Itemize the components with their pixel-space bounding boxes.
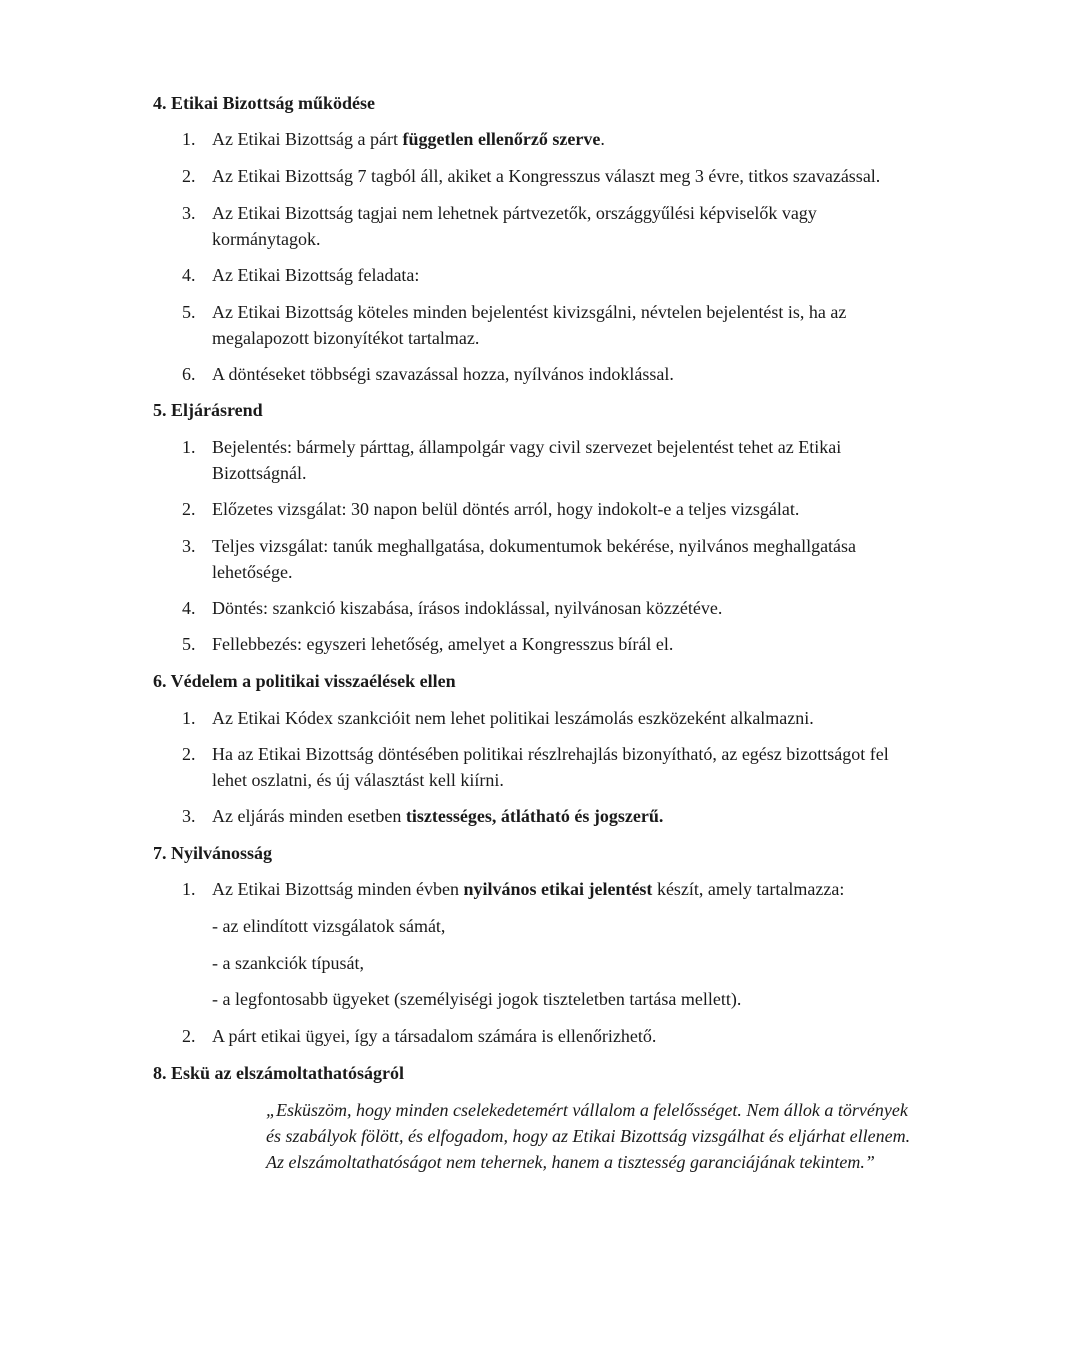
sub-list-item: - az elindított vizsgálatok sámát,	[212, 916, 446, 936]
list-number: 3.	[182, 536, 196, 556]
list-item	[182, 533, 922, 585]
list-item	[182, 163, 922, 189]
list-item	[182, 262, 922, 288]
item-bold-text: tisztességes, átlátható és jogszerű.	[405, 806, 664, 826]
item-bold-text: független ellenőrző szerve	[402, 129, 601, 149]
item-text: készít, amely tartalmazza:	[652, 879, 845, 899]
item-text: Fellebbezés: egyszeri lehetőség, amelyet a Kongresszus bírál el.	[212, 634, 674, 654]
list-item	[182, 200, 922, 252]
section-heading: 4. Etikai Bizottság működése	[153, 93, 376, 113]
item-text: Az Etikai Bizottság minden évben	[212, 879, 464, 899]
list-item	[182, 1023, 922, 1049]
list-item	[182, 299, 922, 351]
list-number: 1.	[182, 129, 196, 149]
section-heading: 8. Eskü az elszámoltathatóságról	[153, 1063, 404, 1083]
list-number: 2.	[182, 166, 196, 186]
list-item	[182, 705, 922, 731]
section-heading: 7. Nyilvánosság	[153, 843, 273, 863]
list-number: 3.	[182, 806, 196, 826]
sub-list-item: - a legfontosabb ügyeket (személyiségi jogok tiszteletben tartása mellett).	[212, 989, 742, 1009]
oath-quote: „Esküszöm, hogy minden cselekedetemért vállalom a felelősséget. Nem állok a törvények és szabályok fölött, és elfogadom, hogy az Etikai Bizottság vizsgálhat és eljárhat ellenem. Az elszámoltathatóságot nem tehernek, hanem a tisztesség garanciájának tekintem.”	[266, 1100, 911, 1172]
item-bold-text: nyilvános etikai jelentést	[463, 879, 653, 899]
list-item	[182, 434, 922, 486]
item-text: .	[600, 129, 605, 149]
list-number: 2.	[182, 1026, 196, 1046]
item-text: Ha az Etikai Bizottság döntésében politikai részlrehajlás bizonyítható, az egész bizottságot fel lehet oszlatni, és új választást kell kiírni.	[212, 744, 889, 790]
list-item	[182, 631, 922, 657]
list-number: 4.	[182, 265, 196, 285]
sub-list-item: - a szankciók típusát,	[212, 953, 364, 973]
list-item	[182, 496, 922, 522]
list-number: 1.	[182, 879, 196, 899]
list-item	[182, 595, 922, 621]
item-text: Teljes vizsgálat: tanúk meghallgatása, dokumentumok bekérése, nyilvános meghallgatása lehetősége.	[212, 536, 857, 582]
item-text: A párt etikai ügyei, így a társadalom számára is ellenőrizhető.	[212, 1026, 657, 1046]
list-number: 3.	[182, 203, 196, 223]
item-text: Az eljárás minden esetben	[212, 806, 406, 826]
list-number: 5.	[182, 302, 196, 322]
list-number: 2.	[182, 744, 196, 764]
list-number: 6.	[182, 364, 196, 384]
item-text: Döntés: szankció kiszabása, írásos indoklással, nyilvánosan közzétéve.	[212, 598, 723, 618]
item-text: Az Etikai Bizottság tagjai nem lehetnek pártvezetők, országgyűlési képviselők vagy kormánytagok.	[212, 203, 817, 249]
list-item	[182, 803, 922, 829]
list-item	[182, 876, 922, 902]
item-text: A döntéseket többségi szavazással hozza, nyílvános indoklással.	[212, 364, 674, 384]
section-heading: 5. Eljárásrend	[153, 400, 263, 420]
item-text: Az Etikai Bizottság 7 tagból áll, akiket a Kongresszus választ meg 3 évre, titkos szavazással.	[212, 166, 881, 186]
list-number: 5.	[182, 634, 196, 654]
item-text: Az Etikai Kódex szankcióit nem lehet politikai leszámolás eszközeként alkalmazni.	[212, 708, 814, 728]
item-text: Az Etikai Bizottság köteles minden bejelentést kivizsgálni, névtelen bejelentést is, ha az megalapozott bizonyítékot tartalmaz.	[212, 302, 847, 348]
item-text: Bejelentés: bármely párttag, állampolgár vagy civil szervezet bejelentést tehet az Etikai Bizottságnál.	[212, 437, 842, 483]
list-item	[182, 741, 922, 793]
item-text: Az Etikai Bizottság feladata:	[212, 265, 420, 285]
section-heading: 6. Védelem a politikai visszaélések ellen	[153, 671, 456, 691]
list-number: 1.	[182, 437, 196, 457]
list-number: 4.	[182, 598, 196, 618]
item-text: Előzetes vizsgálat: 30 napon belül döntés arról, hogy indokolt-e a teljes vizsgálat.	[212, 499, 800, 519]
item-text: Az Etikai Bizottság a párt	[212, 129, 403, 149]
list-number: 2.	[182, 499, 196, 519]
list-item	[182, 126, 922, 152]
list-item	[182, 361, 922, 387]
list-number: 1.	[182, 708, 196, 728]
